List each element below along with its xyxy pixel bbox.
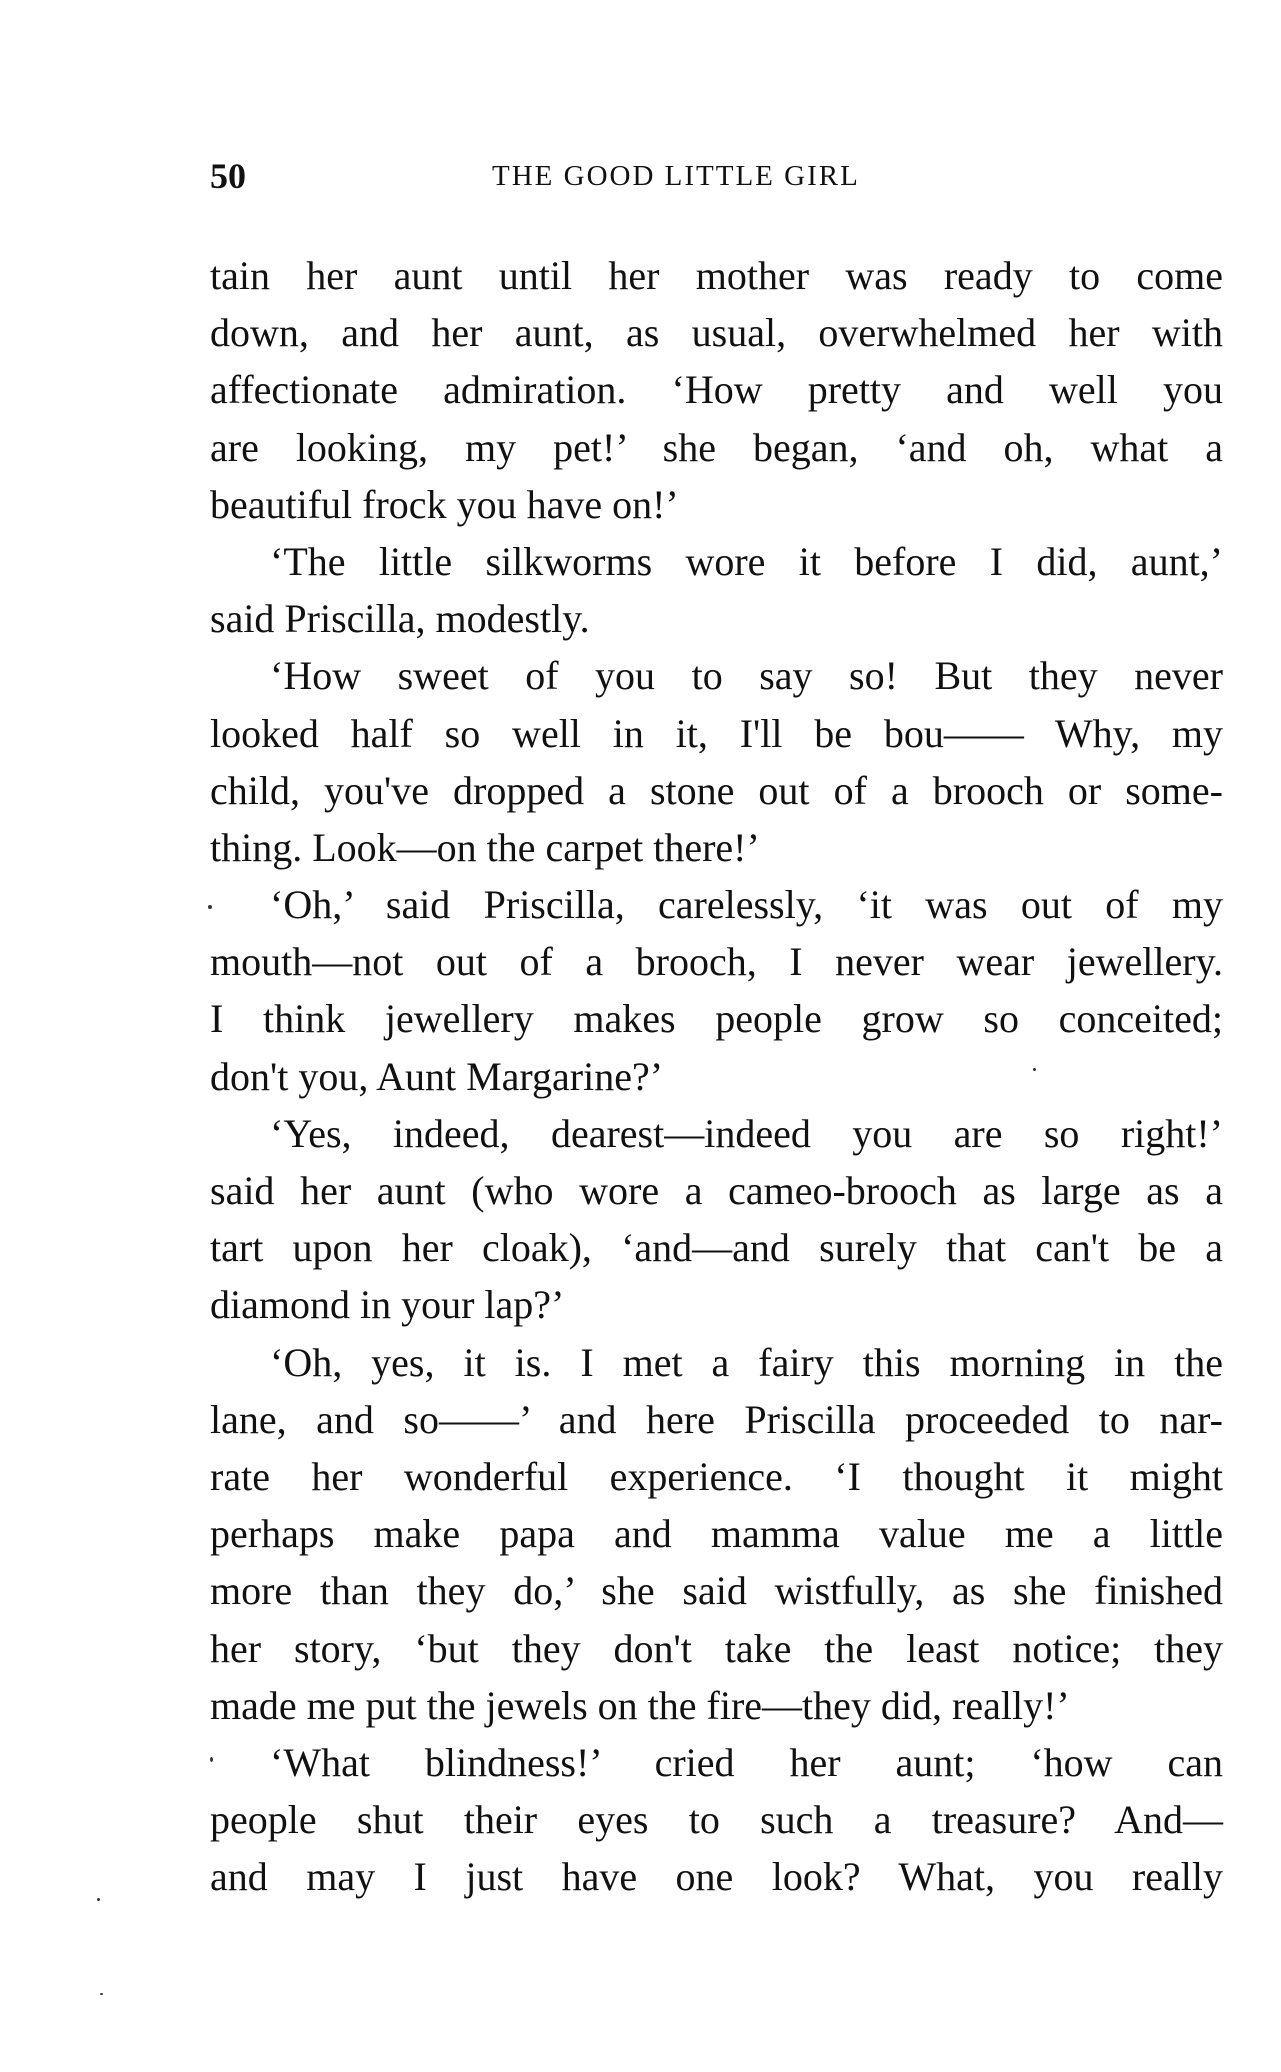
- stray-ink-mark: [97, 1898, 100, 1901]
- text-line: ‘Oh, yes, it is. I met a fairy this morning in the: [270, 1339, 1223, 1385]
- text-line: don't you, Aunt Margarine?’: [210, 1053, 664, 1099]
- text-line: and may I just have one look? What, you really: [210, 1854, 1223, 1900]
- text-line: looked half so well in it, I'll be bou—— Why, my: [210, 710, 1223, 756]
- stray-ink-mark: [208, 905, 212, 909]
- text-line: rate her wonderful experience. ‘I thought it might: [210, 1453, 1223, 1499]
- text-line: thing. Look—on the carpet there!’: [210, 824, 760, 870]
- text-line: her story, ‘but they don't take the least notice; they: [210, 1625, 1223, 1671]
- text-line: diamond in your lap?’: [210, 1282, 565, 1328]
- text-line: down, and her aunt, as usual, overwhelmed her with: [210, 310, 1223, 356]
- text-line: I think jewellery makes people grow so conceited;: [210, 996, 1223, 1042]
- text-line: tart upon her cloak), ‘and—and surely that can't be a: [210, 1225, 1223, 1271]
- stray-ink-mark: [1033, 1068, 1036, 1071]
- stray-ink-mark: [210, 1757, 213, 1762]
- text-line: people shut their eyes to such a treasure? And—: [210, 1797, 1223, 1843]
- text-line: said Priscilla, modestly.: [210, 596, 590, 642]
- stray-ink-mark: [100, 1993, 103, 1995]
- text-line: ‘How sweet of you to say so! But they never: [270, 653, 1223, 699]
- text-line: ‘Oh,’ said Priscilla, carelessly, ‘it was out of my: [270, 882, 1223, 928]
- text-line: said her aunt (who wore a cameo-brooch as large as a: [210, 1168, 1223, 1213]
- text-line: made me put the jewels on the fire—they did, really!’: [210, 1682, 1070, 1728]
- text-line: affectionate admiration. ‘How pretty and well you: [210, 367, 1223, 413]
- body-text: [210, 247, 1223, 1905]
- text-line: tain her aunt until her mother was ready to come: [210, 253, 1223, 298]
- text-line: child, you've dropped a stone out of a brooch or some-: [210, 767, 1223, 813]
- text-line: ‘Yes, indeed, dearest—indeed you are so right!’: [270, 1110, 1223, 1156]
- text-line: mouth—not out of a brooch, I never wear jewellery.: [210, 939, 1223, 985]
- text-line: more than they do,’ she said wistfully, as she finished: [210, 1568, 1223, 1614]
- text-line: perhaps make papa and mamma value me a little: [210, 1511, 1223, 1557]
- text-line: are looking, my pet!’ she began, ‘and oh, what a: [210, 424, 1223, 470]
- text-line: lane, and so——’ and here Priscilla proceeded to nar-: [210, 1396, 1223, 1442]
- text-line: beautiful frock you have on!’: [210, 481, 679, 527]
- page-number: 50: [210, 156, 246, 196]
- text-line: ‘What blindness!’ cried her aunt; ‘how can: [270, 1739, 1223, 1785]
- text-line: ‘The little silkworms wore it before I did, aunt,’: [270, 538, 1223, 584]
- running-head: THE GOOD LITTLE GIRL: [492, 160, 860, 192]
